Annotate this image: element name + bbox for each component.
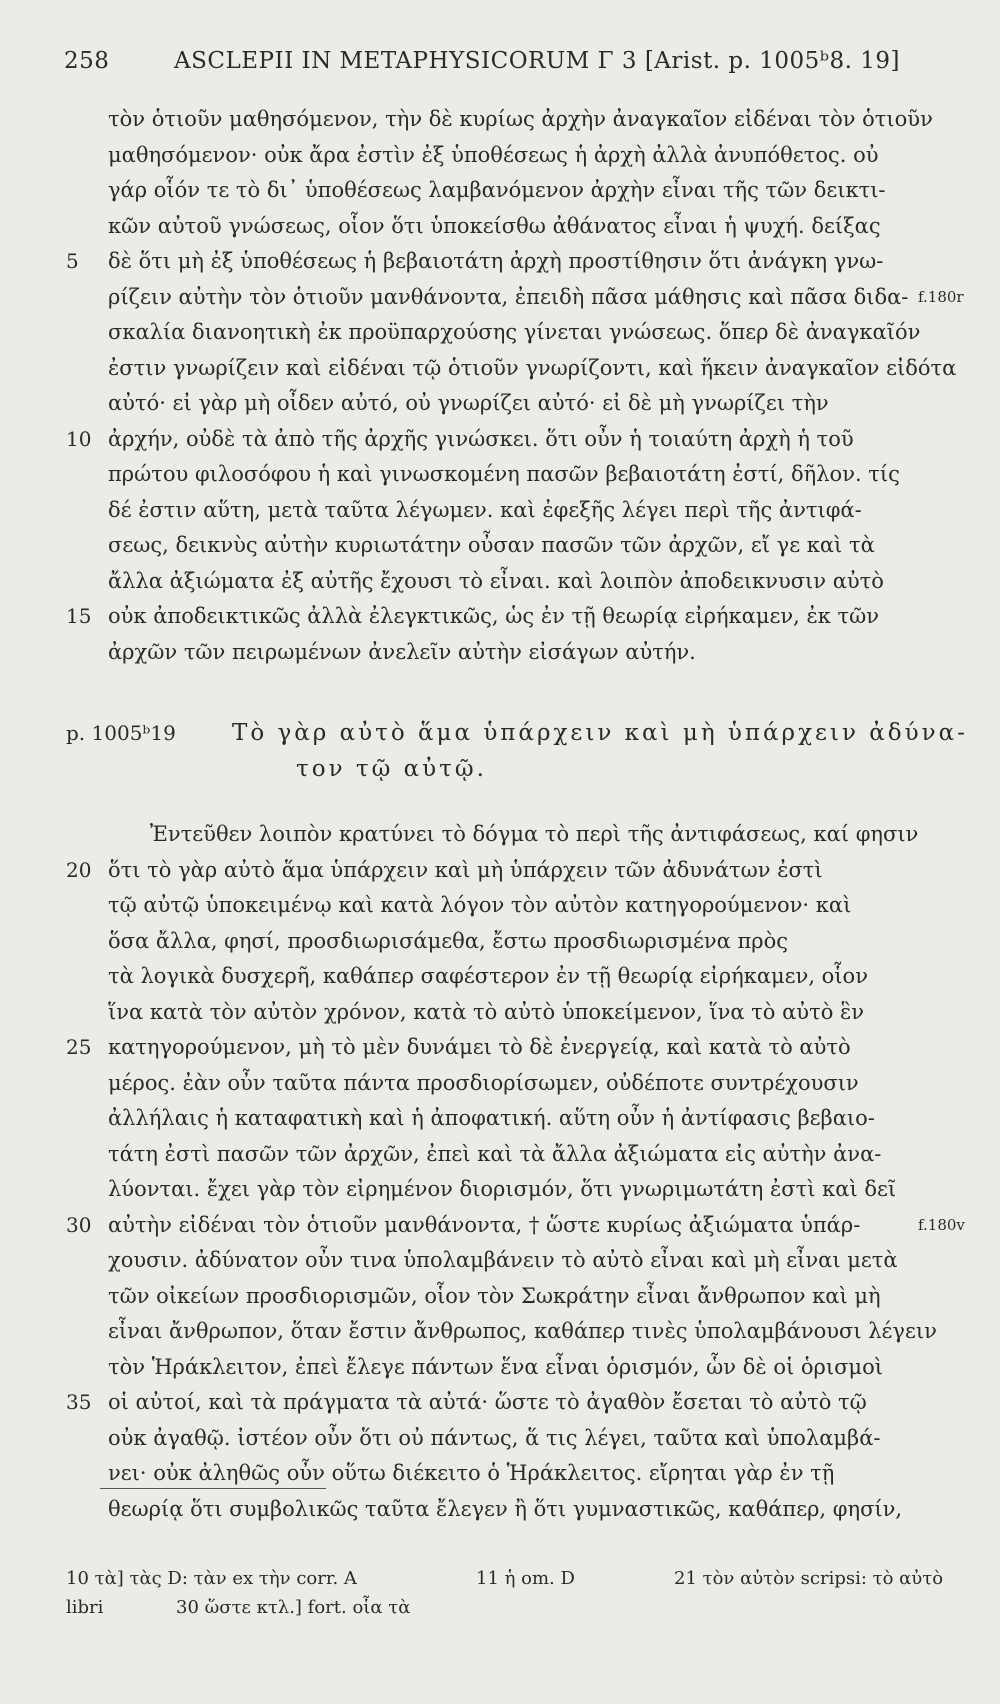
text-block-commentary — [0, 102, 1000, 670]
running-title: ASCLEPII IN METAPHYSICORUM Γ 3 [Arist. p. 1005ᵇ8. 19] — [174, 48, 901, 74]
text-line — [0, 528, 1000, 564]
text-line — [0, 1137, 1000, 1173]
line-text: τῷ αὐτῷ ὑποκειμένῳ καὶ κατὰ λόγον τὸν αὐτὸν κατηγορούμενον· καὶ — [108, 893, 852, 917]
text-line — [0, 386, 1000, 422]
line-text: μέρος. ἐὰν οὖν ταῦτα πάντα προσδιορίσωμεν, οὐδέποτε συντρέχουσιν — [108, 1070, 859, 1095]
line-text: τὸν ὁτιοῦν μαθησόμενον, τὴν δὲ κυρίως ἀρχὴν ἀναγκαῖον εἰδέναι τὸν ὁτιοῦν — [108, 107, 933, 131]
lemma-line-2 — [0, 752, 1000, 788]
text-line — [0, 817, 1000, 853]
apparatus-entry: 30 ὥστε κτλ.] fort. οἷα τὰ — [176, 1597, 411, 1618]
text-line — [0, 924, 1000, 960]
spacer — [0, 670, 1000, 716]
line-text: τὰ λογικὰ δυσχερῆ, καθάπερ σαφέστερον ἐν τῇ θεωρίᾳ εἰρήκαμεν, οἷον — [108, 964, 868, 988]
line-number: 25 — [66, 1035, 92, 1059]
line-text: νει· οὐκ ἀληθῶς οὖν οὕτω διέκειτο ὁ Ἡράκλειτος. εἴρηται γὰρ ἐν τῇ — [108, 1461, 835, 1485]
text-line — [0, 1314, 1000, 1350]
text-line — [0, 1030, 1000, 1066]
line-text: χουσιν. ἀδύνατον οὖν τινα ὑπολαμβάνειν τὸ αὐτὸ εἶναι καὶ μὴ εἶναι μετὰ — [108, 1248, 898, 1272]
text-line — [0, 315, 1000, 351]
text-line — [0, 1456, 1000, 1492]
text-line — [0, 422, 1000, 458]
text-block-commentary-2 — [0, 817, 1000, 1527]
folio-marker: f.180v — [918, 1215, 965, 1234]
text-line — [0, 1350, 1000, 1386]
line-number: 5 — [66, 249, 79, 273]
apparatus-entry: libri — [66, 1597, 104, 1618]
text-line — [0, 599, 1000, 635]
text-line — [0, 102, 1000, 138]
folio-marker: f.180r — [918, 287, 964, 306]
text-line — [0, 853, 1000, 889]
line-number: 10 — [66, 426, 92, 451]
line-text: κατηγορούμενον, μὴ τὸ μὲν δυνάμει τὸ δὲ ἐνεργείᾳ, καὶ κατὰ τὸ αὐτὸ — [108, 1035, 851, 1059]
text-line — [0, 209, 1000, 245]
line-text: μαθησόμενον· οὐκ ἄρα ἐστὶν ἐξ ὑποθέσεως ἡ ἀρχὴ ἀλλὰ ἀνυπόθετος. οὐ — [108, 142, 879, 167]
line-text: οἱ αὐτοί, καὶ τὰ πράγματα τὰ αὐτά· ὥστε τὸ ἀγαθὸν ἔσεται τὸ αὐτὸ τῷ — [108, 1390, 867, 1414]
line-text: πρώτου φιλοσόφου ἡ καὶ γινωσκομένη πασῶν βεβαιοτάτη ἐστί, δῆλον. τίς — [108, 462, 900, 486]
line-text: ὅτι τὸ γὰρ αὐτὸ ἅμα ὑπάρχειν καὶ μὴ ὑπάρχειν τῶν ἀδυνάτων ἐστὶ — [108, 857, 823, 882]
text-line — [0, 280, 1000, 316]
line-text: θεωρίᾳ ὅτι συμβολικῶς ταῦτα ἔλεγεν ἢ ὅτι γυμναστικῶς, καθάπερ, φησίν, — [108, 1496, 903, 1521]
text-line — [0, 1066, 1000, 1102]
line-text: Ἐντεῦθεν λοιπὸν κρατύνει τὸ δόγμα τὸ περὶ τῆς ἀντιφάσεως, καί φησιν — [150, 822, 919, 846]
apparatus-entry: 10 τὰ] τὰς D: τὰν ex τὴν corr. A — [66, 1568, 357, 1589]
text-line — [0, 888, 1000, 924]
line-text: λύονται. ἔχει γὰρ τὸν εἰρημένον διορισμόν, ὅτι γνωριμωτάτη ἐστὶ καὶ δεῖ — [108, 1177, 897, 1201]
line-text: σεως, δεικνὺς αὐτὴν κυριωτάτην οὖσαν πασῶν τῶν ἀρχῶν, εἴ γε καὶ τὰ — [108, 533, 875, 557]
apparatus-entry: 21 τὸν αὐτὸν scripsi: τὸ αὐτὸ — [674, 1568, 944, 1589]
line-text: εἶναι ἄνθρωπον, ὅταν ἔστιν ἄνθρωπος, καθάπερ τινὲς ὑπολαμβάνουσι λέγειν — [108, 1319, 937, 1343]
lemma-text: τον τῷ αὐτῷ. — [296, 755, 487, 782]
text-line — [0, 635, 1000, 671]
apparatus-entry: 11 ἡ om. D — [476, 1568, 575, 1589]
text-line — [0, 1172, 1000, 1208]
text-line — [0, 1421, 1000, 1457]
line-text: σκαλία διανοητικὴ ἐκ προϋπαρχούσης γίνεται γνώσεως. ὅπερ δὲ ἀναγκαῖόν — [108, 320, 921, 344]
footnote-rule — [100, 1488, 326, 1489]
line-text: ἄλλα ἀξιώματα ἐξ αὐτῆς ἔχουσι τὸ εἶναι. καὶ λοιπὸν ἀποδεικνυσιν αὐτὸ — [108, 568, 884, 593]
line-number: 35 — [66, 1390, 92, 1414]
text-line — [0, 995, 1000, 1031]
line-text: γάρ οἷόν τε τὸ δι᾽ ὑποθέσεως λαμβανόμενον ἀρχὴν εἶναι τῆς τῶν δεικτι- — [108, 178, 886, 202]
line-text: ἀρχῶν τῶν πειρωμένων ἀνελεῖν αὐτὴν εἰσάγων αὐτήν. — [108, 639, 696, 664]
line-text: δὲ ὅτι μὴ ἐξ ὑποθέσεως ἡ βεβαιοτάτη ἀρχὴ προστίθησιν ὅτι ἀνάγκη γνω- — [108, 249, 884, 273]
line-number: 15 — [66, 604, 92, 628]
main-text — [0, 102, 1000, 1527]
line-text: ἀρχήν, οὐδὲ τὰ ἀπὸ τῆς ἀρχῆς γινώσκει. ὅτι οὖν ἡ τοιαύτη ἀρχὴ ἡ τοῦ — [108, 426, 854, 451]
text-line — [0, 1492, 1000, 1528]
line-text: αὐτὴν εἰδέναι τὸν ὁτιοῦν μανθάνοντα, † ὥστε κυρίως ἀξιώματα ὑπάρ- — [108, 1212, 861, 1237]
line-text: ρίζειν αὐτὴν τὸν ὁτιοῦν μανθάνοντα, ἐπειδὴ πᾶσα μάθησις καὶ πᾶσα διδα- — [108, 284, 909, 309]
text-line — [0, 959, 1000, 995]
line-text: τῶν οἰκείων προσδιορισμῶν, οἷον τὸν Σωκράτην εἶναι ἄνθρωπον καὶ μὴ — [108, 1283, 881, 1308]
line-text: τάτη ἐστὶ πασῶν τῶν ἀρχῶν, ἐπεὶ καὶ τὰ ἄλλα ἀξιώματα εἰς αὐτὴν ἀνα- — [108, 1141, 882, 1166]
text-line — [0, 1208, 1000, 1244]
line-text: ἀλλήλαις ἡ καταφατικὴ καὶ ἡ ἀποφατική. αὕτη οὖν ἡ ἀντίφασις βεβαιο- — [108, 1106, 875, 1130]
page-number: 258 — [64, 48, 110, 74]
lemma-reference: p. 1005ᵇ19 — [66, 721, 176, 745]
line-number: 30 — [66, 1212, 92, 1237]
text-line — [0, 1101, 1000, 1137]
text-line — [0, 244, 1000, 280]
text-line — [0, 173, 1000, 209]
text-line — [0, 1385, 1000, 1421]
text-line — [0, 564, 1000, 600]
line-text: αὐτό· εἰ γὰρ μὴ οἶδεν αὐτό, οὐ γνωρίζει αὐτό· εἰ δὲ μὴ γνωρίζει τὴν — [108, 391, 829, 415]
line-text: ἵνα κατὰ τὸν αὐτὸν χρόνον, κατὰ τὸ αὐτὸ ὑποκείμενον, ἵνα τὸ αὐτὸ ἓν — [108, 999, 865, 1024]
lemma-line-1 — [0, 716, 1000, 752]
line-text: οὐκ ἀγαθῷ. ἰστέον οὖν ὅτι οὐ πάντως, ἅ τις λέγει, ταῦτα καὶ ὑπολαμβά- — [108, 1425, 881, 1450]
line-text: οὐκ ἀποδεικτικῶς ἀλλὰ ἐλεγκτικῶς, ὡς ἐν τῇ θεωρίᾳ εἰρήκαμεν, ἐκ τῶν — [108, 604, 880, 628]
text-line — [0, 1279, 1000, 1315]
line-text: κῶν αὐτοῦ γνώσεως, οἷον ὅτι ὑποκείσθω ἀθάνατος εἶναι ἡ ψυχή. δείξας — [108, 213, 881, 238]
line-number: 20 — [66, 857, 92, 882]
spacer — [0, 787, 1000, 817]
text-line — [0, 351, 1000, 387]
text-line — [0, 493, 1000, 529]
text-line — [0, 457, 1000, 493]
line-text: ἐστιν γνωρίζειν καὶ εἰδέναι τῷ ὁτιοῦν γνωρίζοντι, καὶ ἥκειν ἀναγκαῖον εἰδότα — [108, 355, 957, 380]
running-head — [64, 48, 924, 74]
lemma-text: Τὸ γὰρ αὐτὸ ἅμα ὑπάρχειν καὶ μὴ ὑπάρχειν ἀδύνα- — [232, 720, 968, 746]
line-text: τὸν Ἡράκλειτον, ἐπεὶ ἔλεγε πάντων ἕνα εἶναι ὁρισμόν, ὧν δὲ οἱ ὁρισμοὶ — [108, 1354, 883, 1379]
text-line — [0, 1243, 1000, 1279]
line-text: δέ ἐστιν αὕτη, μετὰ ταῦτα λέγωμεν. καὶ ἐφεξῆς λέγει περὶ τῆς ἀντιφά- — [108, 497, 862, 522]
text-line — [0, 138, 1000, 174]
line-text: ὅσα ἄλλα, φησί, προσδιωρισάμεθα, ἔστω προσδιωρισμένα πρὸς — [108, 928, 789, 953]
